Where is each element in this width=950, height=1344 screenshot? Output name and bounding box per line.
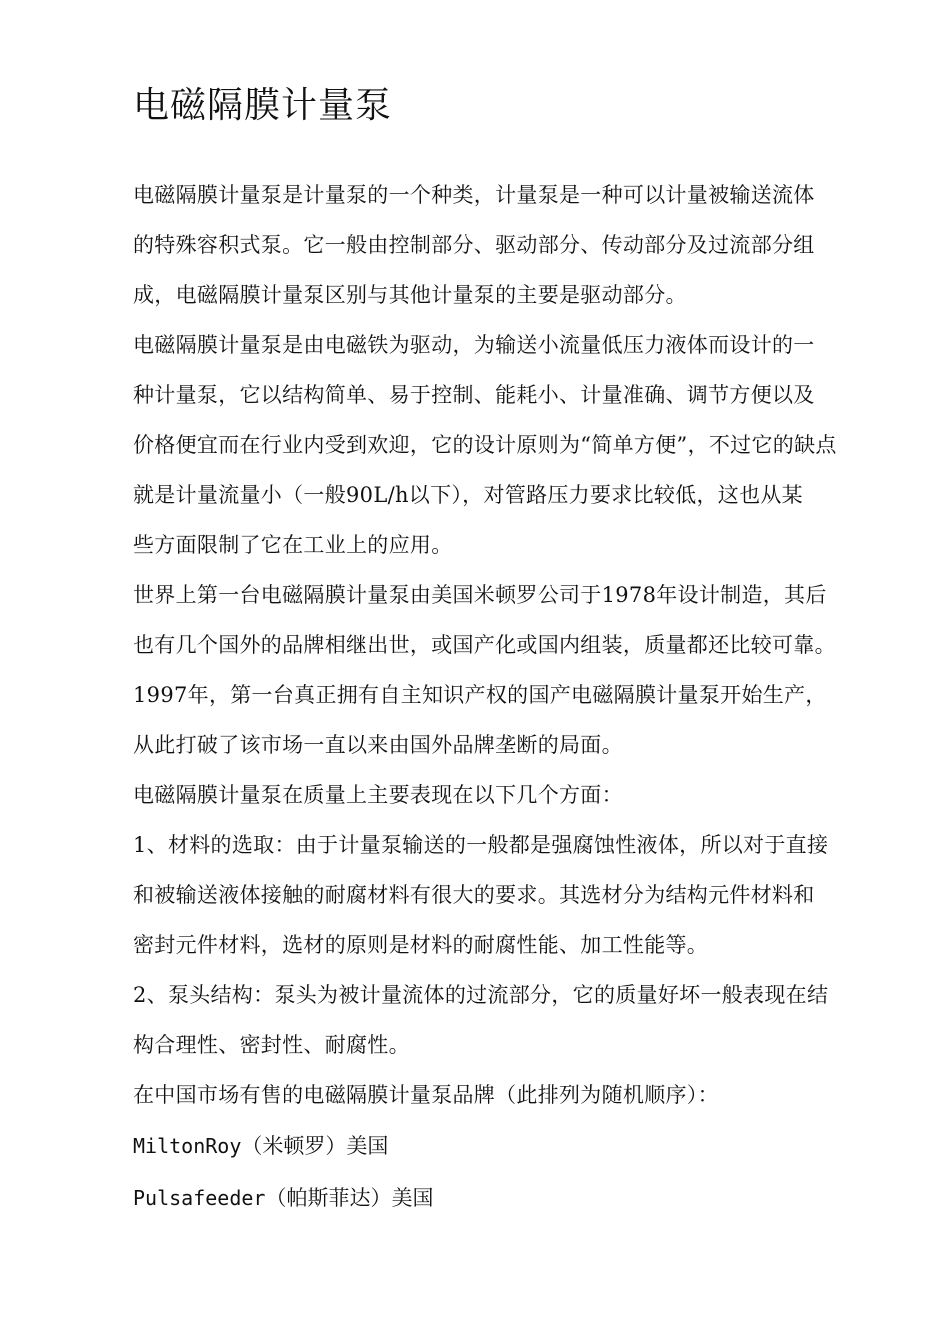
text-line: 在中国市场有售的电磁隔膜计量泵品牌（此排列为随机顺序）：: [133, 1083, 719, 1107]
text-line: 就是计量流量小（一般90L/h以下），对管路压力要求比较低，这也从某: [133, 483, 803, 507]
brand-detail: （米顿罗）美国: [241, 1134, 389, 1158]
paragraph-driving: [133, 320, 873, 570]
document-title: 电磁隔膜计量泵: [133, 85, 393, 126]
text-line: 种计量泵，它以结构简单、易于控制、能耗小、计量准确、调节方便以及: [133, 383, 815, 407]
text-line: 从此打破了该市场一直以来由国外品牌垄断的局面。: [133, 733, 623, 757]
text-line: 构合理性、密封性、耐腐性。: [133, 1033, 410, 1057]
text-line: 1、材料的选取：由于计量泵输送的一般都是强腐蚀性液体，所以对于直接: [133, 833, 829, 857]
paragraph-history: [133, 570, 873, 770]
document-body: [133, 170, 873, 1224]
brand-item: [133, 1120, 873, 1172]
text-line: 成，电磁隔膜计量泵区别与其他计量泵的主要是驱动部分。: [133, 283, 687, 307]
text-line: 也有几个国外的品牌相继出世，或国产化或国内组装，质量都还比较可靠。: [133, 633, 836, 657]
text-line: 些方面限制了它在工业上的应用。: [133, 533, 453, 557]
paragraph-quality-intro: [133, 770, 873, 820]
text-line: 价格便宜而在行业内受到欢迎，它的设计原则为“简单方便”，不过它的缺点: [133, 433, 837, 457]
text-line: 电磁隔膜计量泵在质量上主要表现在以下几个方面：: [133, 783, 623, 807]
brand-detail: （帕斯菲达）美国: [265, 1186, 434, 1210]
text-line: 电磁隔膜计量泵是由电磁铁为驱动，为输送小流量低压力液体而设计的一: [133, 333, 815, 357]
text-line: 电磁隔膜计量泵是计量泵的一个种类，计量泵是一种可以计量被输送流体: [133, 183, 815, 207]
text-line: 密封元件材料，选材的原则是材料的耐腐性能、加工性能等。: [133, 933, 709, 957]
brand-item: [133, 1172, 873, 1224]
text-line: 2、泵头结构：泵头为被计量流体的过流部分，它的质量好坏一般表现在结: [133, 983, 829, 1007]
paragraph-brands-intro: [133, 1070, 873, 1120]
text-line: 1997年，第一台真正拥有自主知识产权的国产电磁隔膜计量泵开始生产，: [133, 683, 827, 707]
text-line: 世界上第一台电磁隔膜计量泵由美国米顿罗公司于1978年设计制造，其后: [133, 583, 827, 607]
brand-name: MiltonRoy: [133, 1134, 242, 1158]
text-line: 的特殊容积式泵。它一般由控制部分、驱动部分、传动部分及过流部分组: [133, 233, 815, 257]
text-line: 和被输送液体接触的耐腐材料有很大的要求。其选材分为结构元件材料和: [133, 883, 815, 907]
paragraph-pump-head: [133, 970, 873, 1070]
paragraph-materials: [133, 820, 873, 970]
brand-name: Pulsafeeder: [133, 1186, 266, 1210]
paragraph-intro: [133, 170, 873, 320]
